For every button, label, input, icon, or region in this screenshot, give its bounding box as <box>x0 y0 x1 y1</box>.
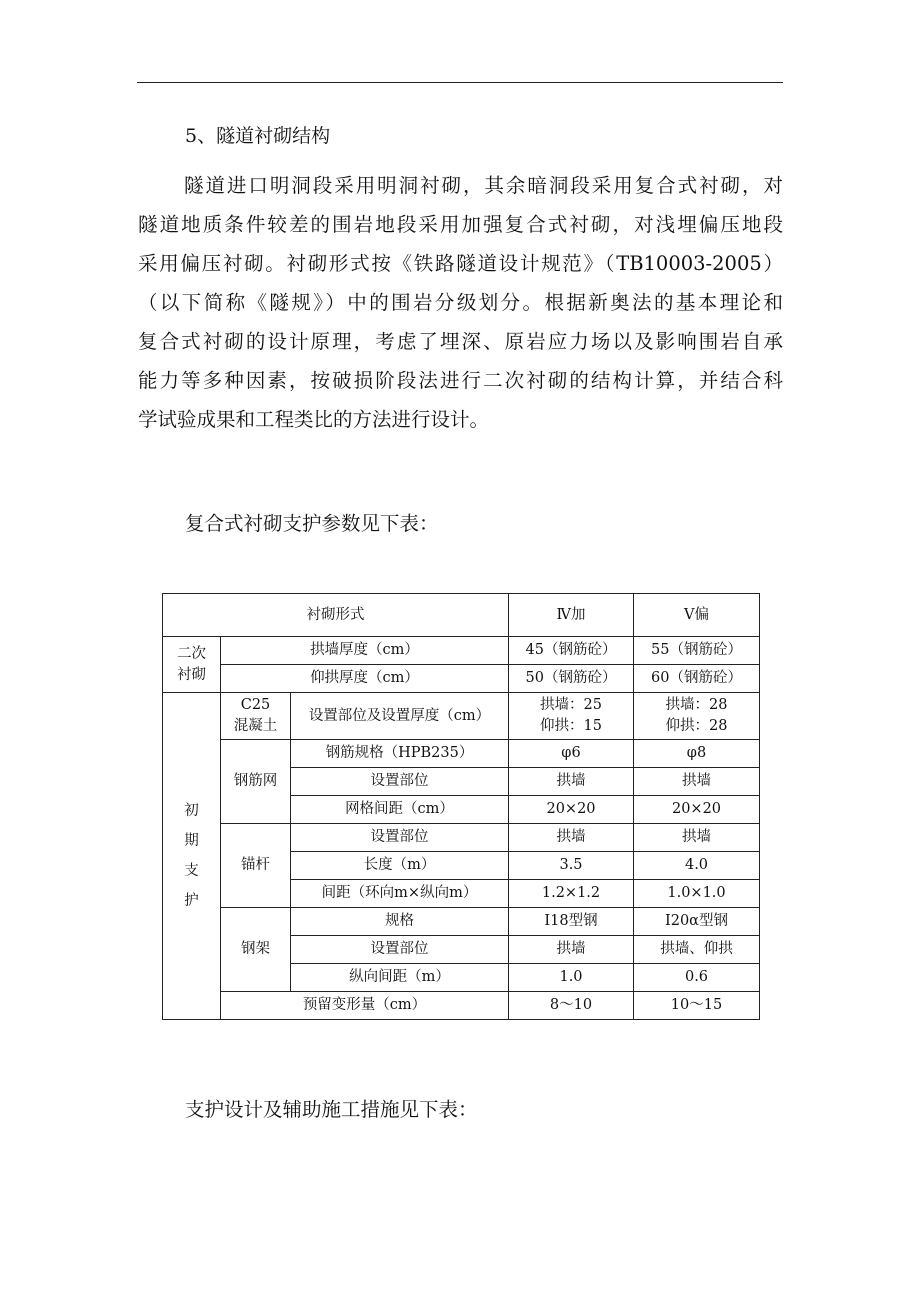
paragraph-line: 能力等多种因素，按破损阶段法进行二次衬砌的结构计算，并结合科 <box>138 369 783 392</box>
row-value: 拱墙 <box>509 936 634 964</box>
row-value: 1.0 <box>509 964 634 992</box>
row-item: 设置部位 <box>291 768 509 796</box>
row-value: φ6 <box>509 740 634 768</box>
subgroup-frame: 钢架 <box>221 908 291 992</box>
row-value: 20×20 <box>634 796 760 824</box>
body-paragraph <box>138 166 783 439</box>
table-row <box>163 992 760 1020</box>
row-value: φ8 <box>634 740 760 768</box>
row-item: 预留变形量（cm） <box>221 992 509 1020</box>
row-item: 设置部位 <box>291 824 509 852</box>
row-value: 60（钢筋砼） <box>634 665 760 693</box>
table-header-row <box>163 594 760 637</box>
lining-parameters-table <box>162 593 760 1020</box>
row-value: 45（钢筋砼） <box>509 637 634 665</box>
header-col-v: Ⅴ偏 <box>634 594 760 637</box>
row-value: Ⅰ18型钢 <box>509 908 634 936</box>
table-row <box>163 908 760 936</box>
table-row <box>163 824 760 852</box>
row-item: 仰拱厚度（cm） <box>221 665 509 693</box>
row-item: 网格间距（cm） <box>291 796 509 824</box>
subgroup-bolt: 锚杆 <box>221 824 291 908</box>
row-value: 10～15 <box>634 992 760 1020</box>
row-item: 设置部位及设置厚度（cm） <box>291 693 509 740</box>
paragraph-line: 采用偏压衬砌。衬砌形式按《铁路隧道设计规范》（TB10003-2005） <box>138 252 783 275</box>
paragraph-line: 学试验成果和工程类比的方法进行设计。 <box>138 408 490 431</box>
row-value: 拱墙 <box>634 768 760 796</box>
row-value: 1.2×1.2 <box>509 880 634 908</box>
row-value: Ⅰ20α型钢 <box>634 908 760 936</box>
paragraph-line: 隧道进口明洞段采用明洞衬砌，其余暗洞段采用复合式衬砌，对 <box>184 174 783 197</box>
row-value: 1.0×1.0 <box>634 880 760 908</box>
row-value: 拱墙：25 仰拱：15 <box>509 693 634 740</box>
table-row <box>163 693 760 740</box>
paragraph-line: （以下简称《隧规》）中的围岩分级划分。根据新奥法的基本理论和 <box>138 291 783 314</box>
table-row <box>163 740 760 768</box>
table-row <box>163 637 760 665</box>
row-value: 拱墙：28 仰拱：28 <box>634 693 760 740</box>
row-item: 纵向间距（m） <box>291 964 509 992</box>
row-item: 钢筋规格（HPB235） <box>291 740 509 768</box>
row-value: 拱墙 <box>509 824 634 852</box>
row-item: 拱墙厚度（cm） <box>221 637 509 665</box>
subgroup-mesh: 钢筋网 <box>221 740 291 824</box>
row-item: 间距（环向m×纵向m） <box>291 880 509 908</box>
row-value: 拱墙 <box>634 824 760 852</box>
row-item: 设置部位 <box>291 936 509 964</box>
next-table-caption: 支护设计及辅助施工措施见下表： <box>185 1098 478 1121</box>
row-value: 50（钢筋砼） <box>509 665 634 693</box>
section-heading: 5、隧道衬砌结构 <box>185 125 331 147</box>
header-form: 衬砌形式 <box>163 594 509 637</box>
header-rule <box>137 82 783 83</box>
row-item: 长度（m） <box>291 852 509 880</box>
row-item: 规格 <box>291 908 509 936</box>
row-value: 拱墙、仰拱 <box>634 936 760 964</box>
group-primary-support: 初 期 支 护 <box>163 693 221 1020</box>
table-caption: 复合式衬砌支护参数见下表： <box>185 512 439 535</box>
header-col-iv: Ⅳ加 <box>509 594 634 637</box>
row-value: 8～10 <box>509 992 634 1020</box>
row-value: 4.0 <box>634 852 760 880</box>
row-value: 55（钢筋砼） <box>634 637 760 665</box>
row-value: 0.6 <box>634 964 760 992</box>
table-row <box>163 665 760 693</box>
paragraph-line: 复合式衬砌的设计原理，考虑了埋深、原岩应力场以及影响围岩自承 <box>138 330 783 353</box>
subgroup-concrete: C25 混凝土 <box>221 693 291 740</box>
row-value: 拱墙 <box>509 768 634 796</box>
row-value: 3.5 <box>509 852 634 880</box>
row-value: 20×20 <box>509 796 634 824</box>
group-secondary-lining: 二次 衬砌 <box>163 637 221 693</box>
paragraph-line: 隧道地质条件较差的围岩地段采用加强复合式衬砌，对浅埋偏压地段 <box>138 213 783 236</box>
